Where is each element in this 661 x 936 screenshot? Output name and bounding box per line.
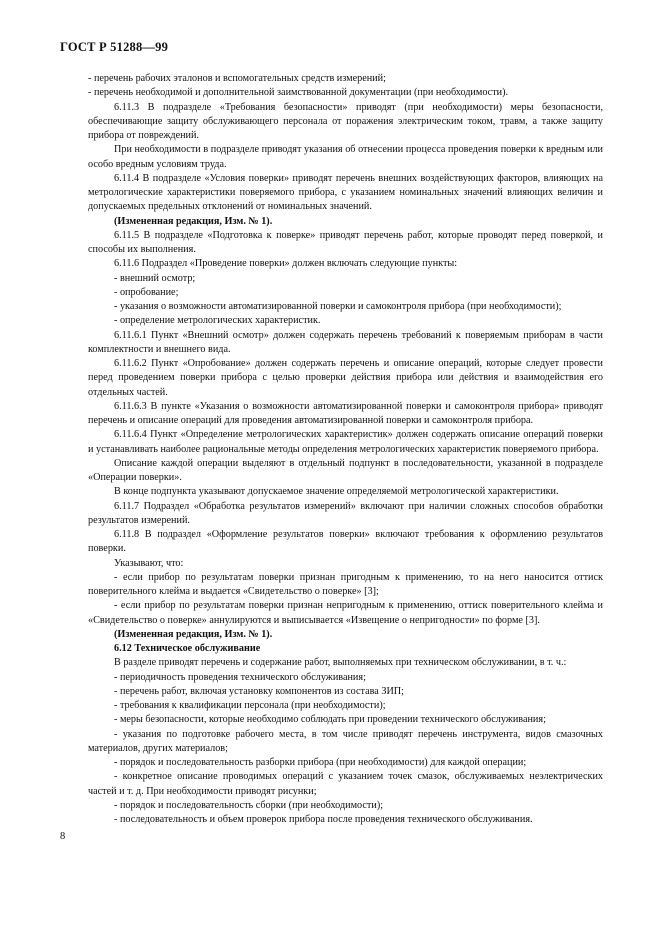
paragraph: - порядок и последовательность разборки прибора (при необходимости) для каждой операции; (114, 757, 527, 768)
paragraph: 6.11.6.2 Пункт «Опробование» должен содержать перечень и описание операций, которые следует провести перед проведением поверки прибора с целью проверки действия прибора или действия и взаимодействия его отдельных частей. (88, 358, 603, 398)
paragraph: - определение метрологических характеристик. (114, 315, 321, 327)
page-number: 8 (60, 831, 66, 842)
paragraph: 6.11.6.1 Пункт «Внешний осмотр» должен содержать перечень требований к поверяемым приборам в части комплектности и внешнего вида. (88, 329, 603, 355)
paragraph: - если прибор по результатам поверки признан пригодным к применению, то на него наносится оттиск поверительного клейма и выдается «Свидетельство о поверке» [3]; (88, 571, 603, 597)
paragraph: - перечень работ, включая установку компонентов из состава ЗИП; (114, 685, 404, 697)
paragraph: 6.11.6 Подраздел «Проведение поверки» должен включать следующие пункты: (114, 258, 458, 270)
paragraph: 6.12 Техническое обслуживание (114, 643, 261, 654)
paragraph: - требования к квалификации персонала (при необходимости); (114, 700, 386, 711)
paragraph: 6.11.6.4 Пункт «Определение метрологических характеристик» должен содержать описание операций поверки и устанавливать наиболее рациональные методы определения метрологических характеристик поверяемого прибора. (88, 429, 603, 455)
paragraph: - указания по подготовке рабочего места, в том числе приводят перечень инструмента, видов смазочных материалов, других материалов; (88, 728, 603, 754)
paragraph: В конце подпункта указывают допускаемое значение определяемой метрологической характеристики. (114, 486, 559, 498)
paragraph: В разделе приводят перечень и содержание работ, выполняемых при техническом обслуживании, в т. ч.: (114, 657, 567, 669)
paragraph: - перечень необходимой и дополнительной заимствованной документации (при необходимости). (88, 87, 509, 99)
paragraph: - внешний осмотр; (114, 272, 196, 284)
paragraph: - перечень рабочих эталонов и вспомогательных средств измерений; (88, 73, 386, 84)
paragraph: 6.11.5 В подразделе «Подготовка к поверке» приводят перечень работ, которые проводят перед поверкой, и способы их выполнения. (88, 229, 603, 255)
paragraph: - меры безопасности, которые необходимо соблюдать при проведении технического обслуживания; (114, 714, 546, 726)
paragraph: - указания о возможности автоматизированной поверки и самоконтроля прибора (при необходимости); (114, 301, 562, 312)
paragraph: - порядок и последовательность сборки (при необходимости); (114, 799, 384, 811)
paragraph: - конкретное описание проводимых операций с указанием точек смазок, обслуживаемых неэлектрических частей и т. д. При необходимости приводят рисунки; (88, 771, 603, 797)
paragraph: 6.11.7 Подраздел «Обработка результатов измерений» включают при наличии сложных способов обработки результатов измерений. (88, 500, 603, 526)
paragraph: 6.11.3 В подразделе «Требования безопасности» приводят (при необходимости) меры безопасности, обеспечивающие защиту обслуживающего персонала от поражения электрическим током, травм, а также защиту прибора от повреждений. (88, 101, 603, 141)
document-header: ГОСТ Р 51288—99 (60, 40, 169, 54)
paragraph: 6.11.4 В подразделе «Условия поверки» приводят перечень внешних воздействующих факторов, влияющих на метрологические характеристики поверяемого прибора, с указанием номинальных значений влияющих величин и допускаемых предельных отклонений от номинальных значений. (88, 172, 603, 213)
paragraph: - последовательность и объем проверок прибора после проведения технического обслуживания. (114, 814, 533, 825)
paragraph: (Измененная редакция, Изм. № 1). (114, 628, 273, 640)
paragraph: - периодичность проведения технического обслуживания; (114, 671, 366, 683)
paragraph: Указывают, что: (114, 557, 184, 569)
paragraph: (Измененная редакция, Изм. № 1). (114, 215, 273, 227)
paragraph: При необходимости в подразделе приводят указания об отнесении процесса проведения поверки к вредным или особо вредным условиям труда. (88, 144, 603, 170)
paragraph: - опробование; (114, 286, 179, 298)
paragraph: - если прибор по результатам поверки признан непригодным к применению, оттиск поверительного клейма и «Свидетельство о поверке» аннулируются и выписывается «Извещение о непригодности» по форме [3]. (88, 600, 603, 626)
paragraph: 6.11.6.3 В пункте «Указания о возможности автоматизированной поверки и самоконтроля прибора» приводят перечень и описание операций для проведения автоматизированной поверки и самоконтроля прибора. (88, 400, 603, 426)
paragraph: Описание каждой операции выделяют в отдельный подпункт в последовательности, указанной в подразделе «Операции поверки». (88, 457, 603, 483)
paragraph: 6.11.8 В подраздел «Оформление результатов поверки» включают требования к оформлению результатов поверки. (88, 529, 603, 555)
document-body (88, 72, 603, 827)
